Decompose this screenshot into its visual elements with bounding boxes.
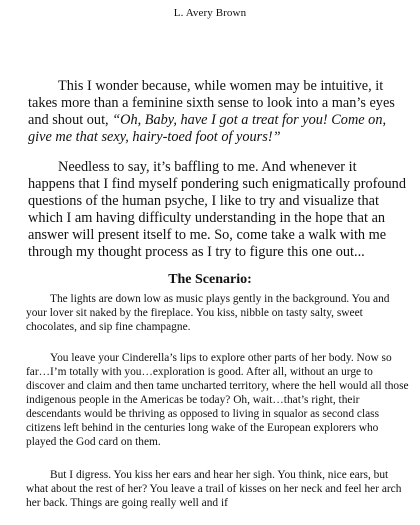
scenario-paragraph-2: You leave your Cinderella’s lips to explore other parts of her body. Now so far…I’m totally with you…exploration is good. After all, without an urge to discover and claim and then tame uncharted territory, where the hell would all those indigenous people in the Americas be today? Oh, wait…that’s right, their descendants would be thriving as opposed to living in squalor as second class citizens left behind in the centuries long wake of the European explorers who played the God card on them.: [26, 352, 409, 448]
intro-paragraph-1-text: This I wonder because, while women may be intuitive, it takes more than a feminine sixth sense to look into a man’s eyes and shout out,: [28, 78, 395, 128]
scenario-paragraph-1: The lights are down low as music plays gently in the background. You and your lover sit naked by the fireplace. You kiss, nibble on tasty salty, sweet chocolates, and sip fine champagne.: [26, 293, 390, 333]
intro-paragraph-2: Needless to say, it’s baffling to me. And whenever it happens that I find myself pondering such enigmatically profound questions of the human psyche, I like to try and visualize that which I am having difficulty understanding in the hope that an answer will present itself to me. So, come take a walk with me through my thought process as I try to figure this one out...: [28, 159, 406, 260]
intro-paragraph-1-quote: “Oh, Baby, have I got a treat for you! Come on, give me that sexy, hairy-toed foot of yours!”: [28, 112, 387, 145]
running-header-author: L. Avery Brown: [173, 7, 247, 19]
scenario-paragraph-3: But I digress. You kiss her ears and hear her sigh. You think, nice ears, but what about the rest of her? You leave a trail of kisses on her neck and feel her arch her back. Things are going really well and if: [26, 469, 402, 509]
scenario-heading: The Scenario:: [168, 272, 252, 287]
intro-paragraph-1: [28, 78, 406, 146]
